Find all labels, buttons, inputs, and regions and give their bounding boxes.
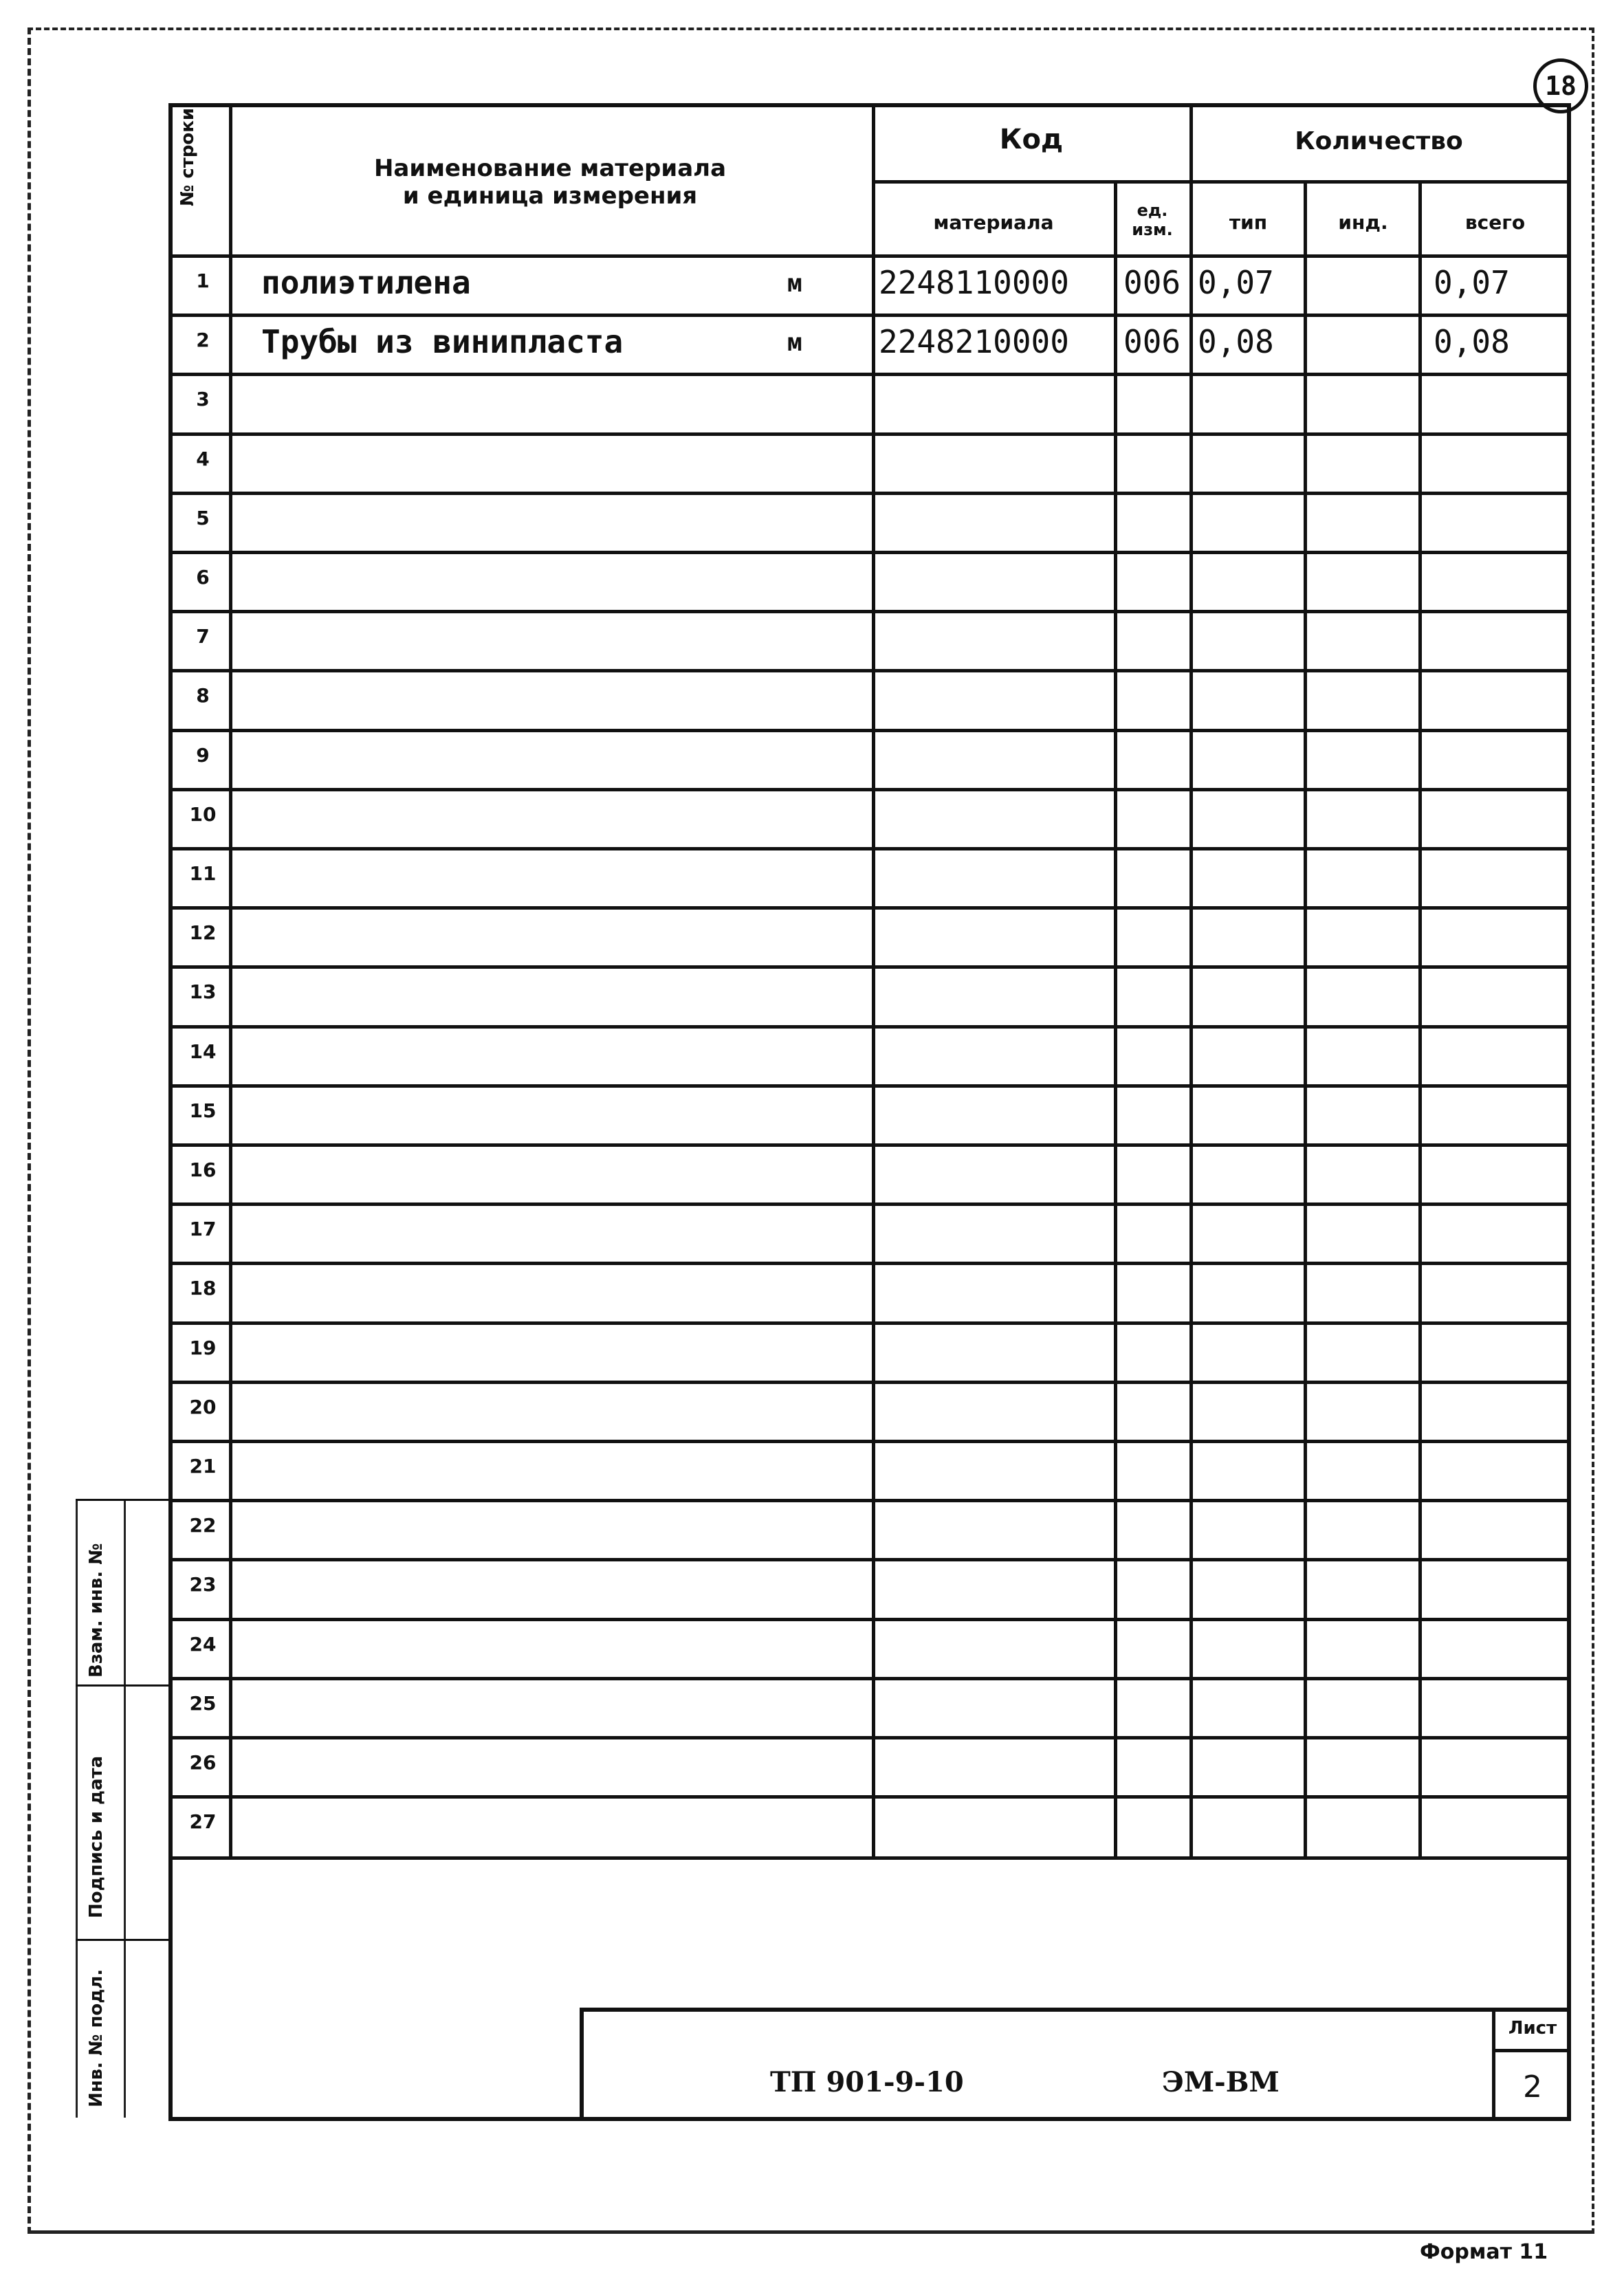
header-qty-group: Количество bbox=[1295, 127, 1463, 155]
row-separator bbox=[168, 1499, 1571, 1502]
sheet-badge-text: 18 bbox=[1545, 71, 1577, 101]
table-row bbox=[168, 1795, 1571, 1854]
row-separator bbox=[168, 788, 1571, 791]
row-number: 22 bbox=[189, 1514, 217, 1537]
row-unit-code: 006 bbox=[1123, 264, 1181, 301]
table-bottom-line bbox=[168, 1856, 1571, 1860]
row-separator bbox=[168, 314, 1571, 317]
row-separator bbox=[168, 610, 1571, 613]
row-number: 23 bbox=[189, 1573, 217, 1596]
row-number: 26 bbox=[189, 1751, 217, 1774]
row-number: 2 bbox=[196, 329, 210, 352]
row-name: Трубы из винипласта bbox=[261, 323, 624, 361]
row-separator bbox=[168, 1736, 1571, 1739]
table-row bbox=[168, 788, 1571, 847]
table-row bbox=[168, 1203, 1571, 1262]
row-name: полиэтилена bbox=[261, 264, 471, 301]
table-row bbox=[168, 1736, 1571, 1795]
stamp-inv-subst: Взам. инв. № bbox=[86, 1543, 107, 1678]
row-number: 21 bbox=[189, 1455, 217, 1478]
row-number: 25 bbox=[189, 1691, 217, 1715]
stamp-col-mid bbox=[124, 1499, 126, 2118]
row-separator bbox=[168, 1025, 1571, 1029]
format-label: Формат 11 bbox=[1420, 2240, 1548, 2264]
row-number: 13 bbox=[189, 980, 217, 1004]
row-separator bbox=[168, 373, 1571, 376]
title-doc-code: ТП 901-9-10 bbox=[770, 2066, 964, 2098]
row-separator bbox=[168, 1203, 1571, 1206]
row-separator bbox=[168, 551, 1571, 554]
row-separator bbox=[168, 1677, 1571, 1680]
row-separator bbox=[168, 1143, 1571, 1147]
header-subrow-line bbox=[873, 180, 1571, 184]
row-number: 20 bbox=[189, 1395, 217, 1418]
table-row bbox=[168, 729, 1571, 788]
header-code-material: материала bbox=[933, 211, 1054, 234]
stamp-line-2 bbox=[76, 1939, 171, 1941]
table-row bbox=[168, 847, 1571, 906]
row-unit: м bbox=[787, 270, 802, 298]
row-number: 7 bbox=[196, 625, 210, 648]
header-code-unit: ед. изм. bbox=[1132, 201, 1173, 239]
row-number: 1 bbox=[196, 270, 210, 292]
row-separator bbox=[168, 1618, 1571, 1621]
row-number: 6 bbox=[196, 566, 210, 589]
row-number: 12 bbox=[189, 921, 217, 945]
row-separator bbox=[168, 1381, 1571, 1384]
header-name-line-2: и единица измерения bbox=[402, 182, 698, 210]
header-line-no bbox=[177, 41, 198, 206]
row-unit-code: 006 bbox=[1123, 323, 1181, 361]
row-number: 14 bbox=[189, 1040, 217, 1063]
row-number: 16 bbox=[189, 1159, 217, 1181]
table-row bbox=[168, 1558, 1571, 1617]
table-row bbox=[168, 965, 1571, 1024]
row-number: 5 bbox=[196, 506, 210, 529]
stamp-col-left bbox=[76, 1499, 78, 2118]
header-line-no-text: № строки bbox=[177, 107, 198, 206]
row-separator bbox=[168, 492, 1571, 495]
title-sheet-number: 2 bbox=[1523, 2069, 1542, 2105]
row-separator bbox=[168, 847, 1571, 850]
row-separator bbox=[168, 965, 1571, 969]
row-qty-type: 0,08 bbox=[1198, 323, 1274, 361]
row-separator bbox=[168, 906, 1571, 910]
table-row bbox=[168, 432, 1571, 492]
table-row bbox=[168, 1440, 1571, 1499]
table-row bbox=[168, 610, 1571, 669]
row-number: 10 bbox=[189, 802, 217, 826]
row-separator bbox=[168, 669, 1571, 672]
table-row bbox=[168, 1499, 1571, 1558]
stamp-sign-date: Подпись и дата bbox=[86, 1755, 107, 1918]
table-row bbox=[168, 1084, 1571, 1143]
row-number: 17 bbox=[189, 1218, 217, 1241]
row-number: 15 bbox=[189, 1099, 217, 1122]
table-row bbox=[168, 1618, 1571, 1677]
row-unit: м bbox=[787, 329, 802, 358]
title-sheet-divider bbox=[1492, 2008, 1495, 2121]
table-row bbox=[168, 1262, 1571, 1321]
table-row bbox=[168, 1321, 1571, 1381]
table-row bbox=[168, 551, 1571, 610]
stamp-line-1 bbox=[76, 1684, 171, 1687]
table-row bbox=[168, 492, 1571, 551]
row-material-code: 2248210000 bbox=[879, 323, 1069, 361]
table-row bbox=[168, 1143, 1571, 1203]
table-row bbox=[168, 906, 1571, 965]
row-qty-total: 0,08 bbox=[1434, 323, 1510, 361]
row-material-code: 2248110000 bbox=[879, 264, 1069, 301]
header-code-group: Код bbox=[999, 124, 1064, 155]
row-number: 4 bbox=[196, 447, 210, 470]
table-row bbox=[168, 1025, 1571, 1084]
table-row bbox=[168, 1381, 1571, 1440]
stamp-inv-orig: Инв. № подл. bbox=[86, 1968, 107, 2107]
row-number: 11 bbox=[189, 862, 217, 885]
table-row bbox=[168, 669, 1571, 728]
title-sheet-line bbox=[1492, 2049, 1571, 2052]
row-qty-total: 0,07 bbox=[1434, 264, 1510, 301]
header-name-line-1: Наименование материала bbox=[373, 155, 727, 182]
header-qty-total: всего bbox=[1464, 211, 1526, 234]
row-separator bbox=[168, 1440, 1571, 1443]
row-number: 9 bbox=[196, 743, 210, 767]
table-row bbox=[168, 373, 1571, 432]
row-qty-type: 0,07 bbox=[1198, 264, 1274, 301]
title-mark: ЭМ-ВМ bbox=[1162, 2066, 1280, 2098]
row-number: 24 bbox=[189, 1632, 217, 1656]
row-number: 19 bbox=[189, 1336, 217, 1359]
header-name-title bbox=[230, 155, 870, 210]
row-number: 8 bbox=[196, 684, 210, 707]
title-block bbox=[580, 2008, 1571, 2121]
row-number: 27 bbox=[189, 1810, 217, 1834]
title-sheet-label: Лист bbox=[1508, 2018, 1557, 2039]
header-qty-type: тип bbox=[1229, 211, 1268, 234]
stamp-top-line bbox=[76, 1499, 171, 1501]
row-separator bbox=[168, 1558, 1571, 1561]
row-separator bbox=[168, 1084, 1571, 1088]
header-qty-ind: инд. bbox=[1338, 211, 1388, 234]
row-number: 18 bbox=[189, 1277, 217, 1300]
row-separator bbox=[168, 1795, 1571, 1799]
row-separator bbox=[168, 1321, 1571, 1325]
row-separator bbox=[168, 1262, 1571, 1265]
row-separator bbox=[168, 432, 1571, 436]
row-separator bbox=[168, 729, 1571, 732]
row-number: 3 bbox=[196, 388, 210, 411]
table-row bbox=[168, 1677, 1571, 1736]
